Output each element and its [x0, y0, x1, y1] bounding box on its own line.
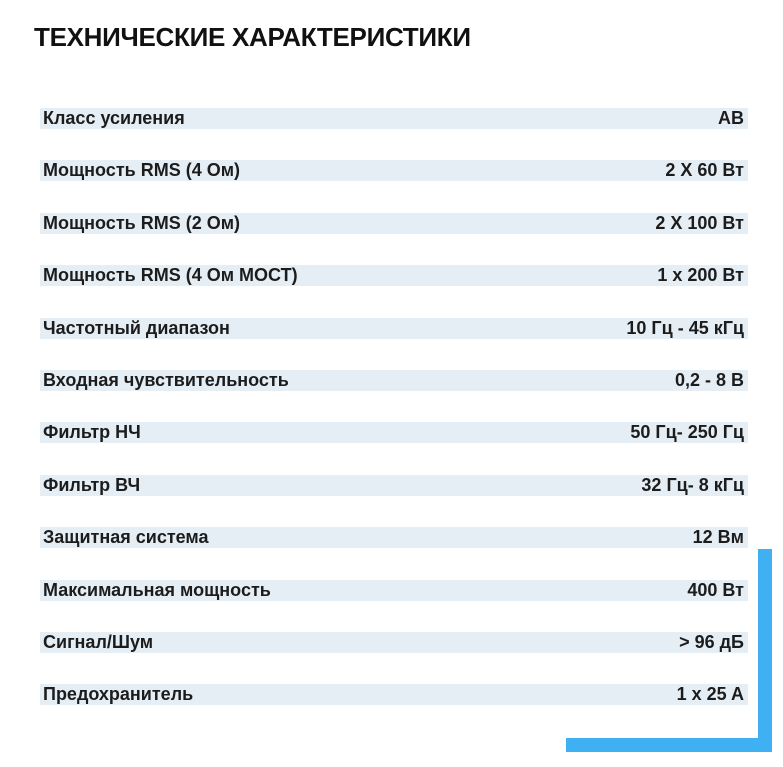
- spec-label: Входная чувствительность: [43, 369, 289, 390]
- spec-label: Сигнал/Шум: [43, 631, 154, 652]
- spec-value: 2 X 100 Вт: [655, 212, 744, 233]
- spec-row: [40, 573, 748, 625]
- spec-label: Мощность RMS (4 Ом): [43, 160, 241, 181]
- spec-value: 1 x 25 A: [676, 684, 744, 705]
- spec-value: AB: [718, 108, 744, 128]
- spec-label: Максимальная мощность: [43, 579, 271, 600]
- spec-label: Фильтр НЧ: [43, 422, 141, 443]
- page-title: ТЕХНИЧЕСКИЕ ХАРАКТЕРИСТИКИ: [34, 22, 471, 52]
- spec-row: [40, 363, 748, 415]
- spec-value: 400 Вт: [687, 579, 744, 600]
- spec-label: Частотный диапазон: [43, 317, 230, 338]
- spec-row: [40, 625, 748, 677]
- spec-label: Предохранитель: [43, 684, 194, 705]
- spec-row: [40, 101, 748, 153]
- spec-label: Мощность RMS (4 Ом МОСТ): [43, 265, 298, 286]
- spec-label: Защитная система: [43, 527, 209, 548]
- spec-value: 0,2 - 8 В: [674, 369, 744, 390]
- corner-accent-vertical: [758, 549, 772, 752]
- spec-row: [40, 153, 748, 205]
- spec-value: 2 X 60 Вт: [665, 160, 744, 181]
- spec-value: 10 Гц - 45 кГц: [626, 317, 744, 338]
- spec-value: 32 Гц- 8 кГц: [641, 474, 744, 495]
- spec-row: [40, 415, 748, 467]
- spec-value: 50 Гц- 250 Гц: [630, 422, 744, 443]
- corner-accent-horizontal: [566, 738, 772, 752]
- spec-value: 12 Вм: [692, 527, 744, 548]
- spec-row: [40, 468, 748, 520]
- spec-row: [40, 520, 748, 572]
- spec-label: Фильтр ВЧ: [43, 474, 141, 495]
- spec-label: Класс усиления: [43, 108, 185, 128]
- spec-value: > 96 дБ: [679, 631, 744, 652]
- spec-value: 1 x 200 Вт: [657, 265, 744, 286]
- spec-label: Мощность RMS (2 Ом): [43, 212, 241, 233]
- spec-row: [40, 206, 748, 258]
- spec-row: [40, 258, 748, 310]
- spec-row: [40, 311, 748, 363]
- specs-table: [40, 101, 748, 730]
- spec-row: [40, 677, 748, 729]
